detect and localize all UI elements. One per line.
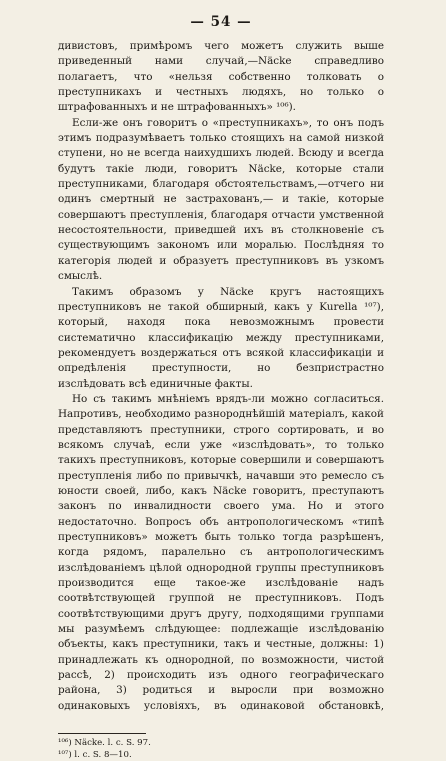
body-text: [58, 39, 384, 714]
footnote-106: ¹⁰⁶) Näcke. l. c. S. 97.: [58, 738, 151, 749]
footnotes: [58, 738, 384, 761]
footnote-107: ¹⁰⁷) l. c. S. 8—10.: [58, 749, 132, 760]
page-number: — 54 —: [190, 14, 252, 30]
footnote-separator: [58, 733, 146, 734]
paragraph-2: Если-же онъ говоритъ о «преступникахъ», то онъ подъ этимъ подразумѣваетъ только стоящихъ на самой низкой ступени, но не всегда наихудшихъ людей. Всюду и всегда будутъ такіе люди, говоритъ Näcke, которые стали преступниками, благодаря обстоятельствамъ,—отчего ни одинъ смертный не застрахованъ,— и такіе, которые совершаютъ преступленія, благодаря отчасти умственной несостоятельности, приведшей ихъ въ столкновеніе съ существующимъ закономъ или моралью. Послѣдняя то категорія людей и образуетъ преступниковъ въ узкомъ смыслѣ.: [58, 116, 384, 283]
paragraph-4: Но съ такимъ мнѣніемъ врядъ-ли можно согласиться. Напротивъ, необходимо разнороднѣйшій матеріалъ, какой представляютъ преступники, строго сортировать, и во всякомъ случаѣ, если уже «изслѣдовать», то только такихъ преступниковъ, которые совершили и совершаютъ преступленія либо по привычкѣ, начавши это ремесло съ юности своей, либо, какъ Näcke говоритъ, преступаютъ законъ по инвалидности своего ума. Но и этого недостаточно. Вопросъ объ антропологическомъ «типѣ преступниковъ» можетъ быть только тогда разрѣшенъ, когда рядомъ, паралельно съ антропологическимъ изслѣдованіемъ цѣлой однородной группы преступниковъ производится еще такое-же изслѣдованіе надъ соотвѣтствующей группой не преступниковъ. Подъ соотвѣтствующими другъ другу, подходящими группами мы разумѣемъ слѣдующее: подлежащіе изслѣдованію объекты, какъ преступники, такъ и честные, должны: 1) принадлежать къ однородной, по возможности, чистой рассѣ, 2) происходить изъ одного географическаго района, 3) родиться и выросли при возможно одинаковыхъ условіяхъ, въ одинаковой обстановкѣ,: [58, 392, 384, 712]
paragraph-1: дивистовъ, примѣромъ чего можетъ служить выше приведенный нами случай,—Näcke справедливо полагаетъ, что «нельзя собственно толковать о преступникахъ и честныхъ людяхъ, но только о штрафованныхъ и не штрафованныхъ» ¹⁰⁶).: [58, 40, 384, 114]
paragraph-3: Такимъ образомъ у Näcke кругъ настоящихъ преступниковъ не такой обширный, какъ у Kurella ¹⁰⁷), который, находя пока невозможнымъ провести систематично классификацію между преступниками, рекомендуетъ воздержаться отъ всякой классификаціи и опредѣленія преступности, но безпристрастно изслѣдовать всѣ единичные факты.: [58, 285, 384, 390]
